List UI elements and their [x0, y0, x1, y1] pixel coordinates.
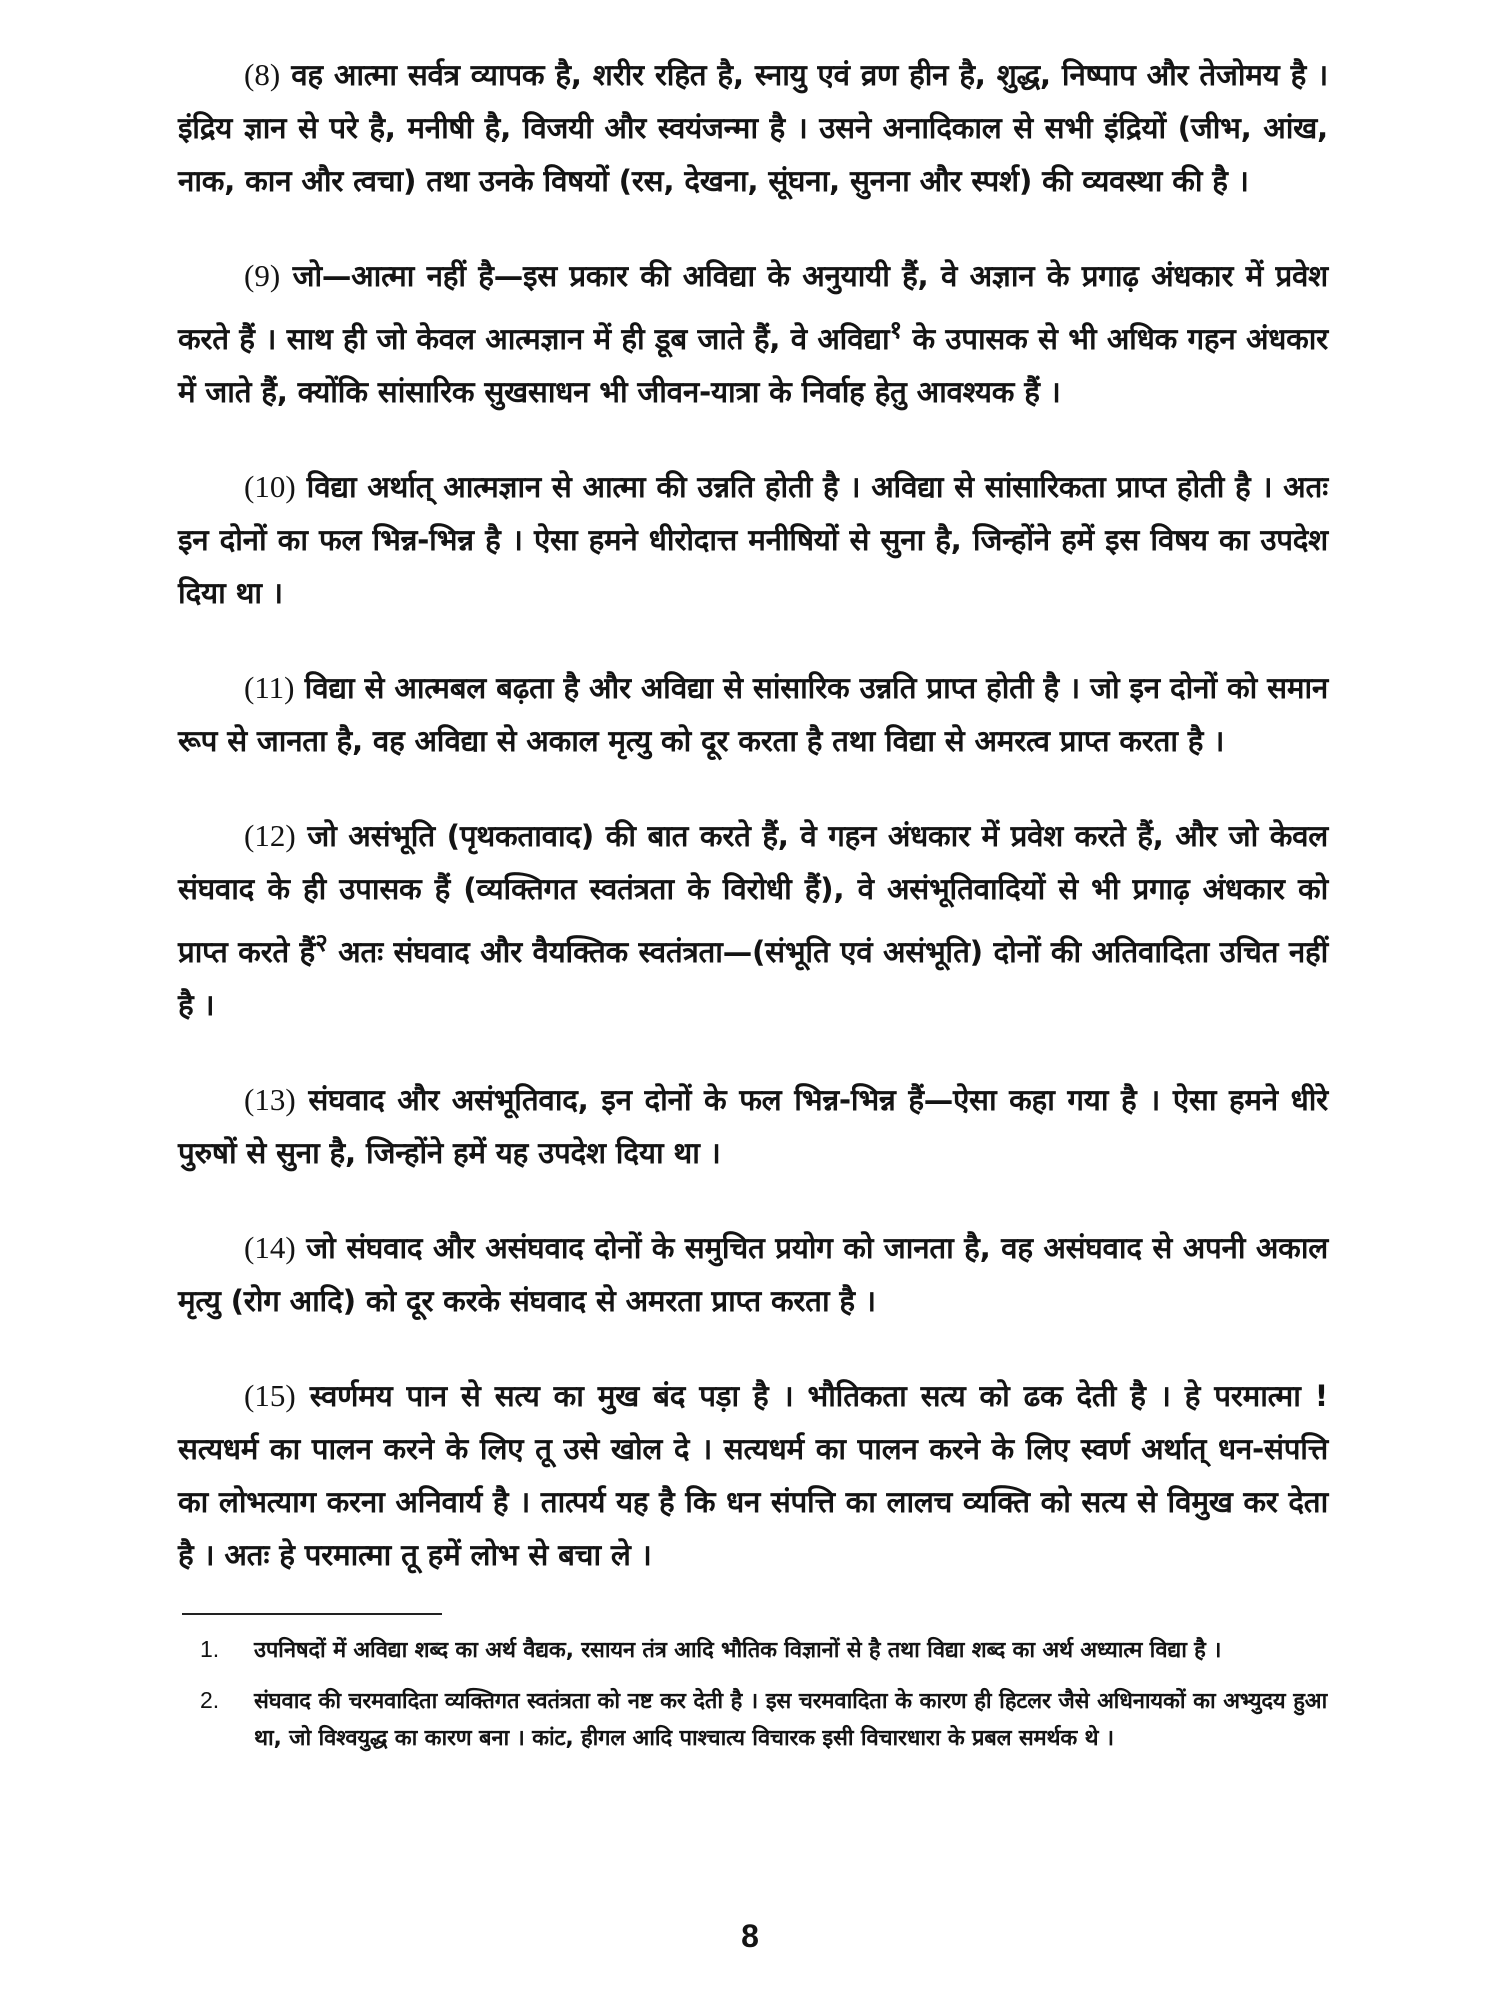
verse-text: विद्या से आत्मबल बढ़ता है और अविद्या से सांसारिक उन्नति प्राप्त होती है । जो इन दोनों को समान रूप से जानता है, वह अविद्या से अकाल मृत्यु को दूर करता है तथा विद्या से अमरत्व प्राप्त करता है । — [178, 670, 1328, 758]
verse-number: (13) — [244, 1081, 296, 1117]
verse-11 — [178, 661, 1328, 768]
verse-text: वह आत्मा सर्वत्र व्यापक है, शरीर रहित है, स्नायु एवं व्रण हीन है, शुद्ध, निष्पाप और तेजोमय है । इंद्रिय ज्ञान से परे है, मनीषी है, विजयी और स्वयंजन्मा है । उसने अनादिकाल से सभी इंद्रियों (जीभ, आंख, नाक, कान और त्वचा) तथा उनके विषयों (रस, देखना, सूंघना, सुनना और स्पर्श) की व्यवस्था की है । — [178, 58, 1328, 198]
main-text — [178, 48, 1328, 1623]
verse-number: (15) — [244, 1377, 296, 1413]
verse-text: जो—आत्मा नहीं है—इस प्रकार की अविद्या के अनुयायी हैं, वे अज्ञान के प्रगाढ़ अंधकार में प्रवेश करते हैं । साथ ही जो केवल आत्मज्ञान में ही डूब जाते हैं, वे अविद्या — [178, 259, 1328, 356]
verse-text: स्वर्णमय पान से सत्य का मुख बंद पड़ा है । भौतिकता सत्य को ढक देती है । हे परमात्मा ! सत्यधर्म का पालन करने के लिए तू उसे खोल दे । सत्यधर्म का पालन करने के लिए स्वर्ण अर्थात् धन-संपत्ति का लोभत्याग करना अनिवार्य है । तात्पर्य यह है कि धन संपत्ति का लालच व्यक्ति को सत्य से विमुख कर देता है । अतः हे परमात्मा तू हमें लोभ से बचा ले । — [178, 1378, 1328, 1572]
footnote-text: संघवाद की चरमवादिता व्यक्तिगत स्वतंत्रता को नष्ट कर देती है । इस चरमवादिता के कारण ही हिटलर जैसे अधिनायकों का अभ्युदय हुआ था, जो विश्वयुद्ध का कारण बना । कांट, हीगल आदि पाश्चात्य विचारक इसी विचारधारा के प्रबल समर्थक थे । — [254, 1689, 1327, 1751]
footnote-ref-2: २ — [314, 927, 328, 957]
verse-number: (14) — [244, 1229, 296, 1265]
verse-text: जो संघवाद और असंघवाद दोनों के समुचित प्रयोग को जानता है, वह असंघवाद से अपनी अकाल मृत्यु (रोग आदि) को दूर करके संघवाद से अमरता प्राप्त करता है । — [178, 1230, 1328, 1318]
verse-number: (12) — [244, 817, 296, 853]
verse-text: विद्या अर्थात् आत्मज्ञान से आत्मा की उन्नति होती है । अविद्या से सांसारिकता प्राप्त होती है । अतः इन दोनों का फल भिन्न-भिन्न है । ऐसा हमने धीरोदात्त मनीषियों से सुना है, जिन्होंने हमें इस विषय का उपदेश दिया था । — [178, 469, 1328, 610]
verse-13 — [178, 1073, 1328, 1180]
page-number: 8 — [741, 1918, 759, 1954]
verse-number: (8) — [244, 57, 281, 92]
verse-8 — [178, 48, 1328, 208]
verse-number: (10) — [244, 468, 296, 504]
verse-14 — [178, 1221, 1328, 1328]
verse-15 — [178, 1369, 1328, 1582]
footnote-1 — [182, 1632, 1327, 1669]
verse-text: संघवाद और असंभूतिवाद, इन दोनों के फल भिन्न-भिन्न हैं—ऐसा कहा गया है । ऐसा हमने धीरे पुरुषों से सुना है, जिन्होंने हमें यह उपदेश दिया था । — [178, 1082, 1328, 1170]
footnote-2 — [182, 1683, 1327, 1757]
footnote-ref-1: १ — [889, 315, 902, 344]
verse-text: जो असंभूति (पृथकतावाद) की बात करते हैं, वे गहन अंधकार में प्रवेश करते हैं, और जो केवल संघवाद के ही उपासक हैं (व्यक्तिगत स्वतंत्रता के विरोधी हैं), वे असंभूतिवादियों से भी प्रगाढ़ अंधकार को प्राप्त करते हैं — [178, 818, 1328, 969]
verse-12 — [178, 809, 1328, 1032]
verse-number: (9) — [244, 258, 281, 293]
verse-9 — [178, 249, 1328, 419]
footnote-marker: 1. — [200, 1636, 220, 1662]
footnotes — [182, 1632, 1327, 1771]
footnote-marker: 2. — [200, 1687, 220, 1713]
footnote-divider — [182, 1613, 442, 1615]
verse-text-continued: के उपासक से भी अधिक गहन अंधकार में जाते हैं, क्योंकि सांसारिक सुखसाधन भी जीवन-यात्रा के निर्वाह हेतु आवश्यक हैं । — [178, 321, 1328, 409]
verse-10 — [178, 460, 1328, 620]
verse-number: (11) — [244, 669, 295, 705]
verse-text-continued: अतः संघवाद और वैयक्तिक स्वतंत्रता—(संभूति एवं असंभूति) दोनों की अतिवादिता उचित नहीं है । — [178, 934, 1329, 1022]
footnote-text: उपनिषदों में अविद्या शब्द का अर्थ वैद्यक, रसायन तंत्र आदि भौतिक विज्ञानों से है तथा विद्या शब्द का अर्थ अध्यात्म विद्या है । — [254, 1638, 1222, 1663]
